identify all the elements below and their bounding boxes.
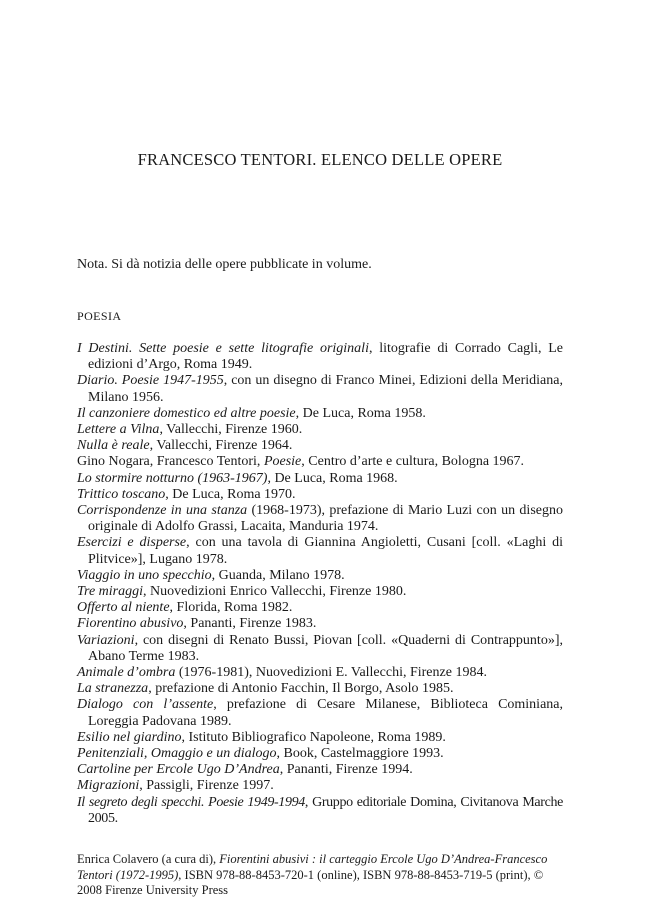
page-title: FRANCESCO TENTORI. ELENCO DELLE OPERE xyxy=(137,150,503,169)
list-item: Fiorentino abusivo, Pananti, Firenze 1983. xyxy=(77,616,317,632)
list-item: Il canzoniere domestico ed altre poesie, De Luca, Roma 1958. xyxy=(77,405,426,421)
list-item: Trittico toscano, De Luca, Roma 1970. xyxy=(77,486,296,502)
list-item: Diario. Poesie 1947-1955, con un disegno di Franco Minei, Edizioni della Meridiana, Milano 1956. xyxy=(77,373,563,405)
list-item: Dialogo con l’assente, prefazione di Cesare Milanese, Biblioteca Cominiana, Loreggia Padovana 1989. xyxy=(77,697,564,729)
list-item: Penitenziali, Omaggio e un dialogo, Book, Castelmaggiore 1993. xyxy=(77,746,444,762)
bibliography-list xyxy=(77,341,563,827)
list-item: Nulla è reale, Vallecchi, Firenze 1964. xyxy=(77,438,293,454)
editorial-note: Nota. Si dà notizia delle opere pubblicate in volume. xyxy=(77,257,372,272)
list-item: Lo stormire notturno (1963-1967), De Luca, Roma 1968. xyxy=(77,470,398,486)
list-item: Gino Nogara, Francesco Tentori, Poesie, Centro d’arte e cultura, Bologna 1967. xyxy=(77,454,525,470)
list-item: La stranezza, prefazione di Antonio Facchin, Il Borgo, Asolo 1985. xyxy=(77,681,454,697)
list-item: Migrazioni, Passigli, Firenze 1997. xyxy=(77,778,274,794)
list-item: Esilio nel giardino, Istituto Bibliografico Napoleone, Roma 1989. xyxy=(77,729,446,745)
section-heading-poesia: POESIA xyxy=(77,309,122,323)
citation-footer: Enrica Colavero (a cura di), Fiorentini abusivi : il carteggio Ercole Ugo D’Andrea-Francesco Tentori (1972-1995), ISBN 978-88-8453-720-1 (online), ISBN 978-88-8453-719-5 (print), © 2008 Firenze University Press xyxy=(77,852,548,898)
list-item: Cartoline per Ercole Ugo D’Andrea, Pananti, Firenze 1994. xyxy=(77,762,413,778)
list-item: Animale d’ombra (1976-1981), Nuovedizioni E. Vallecchi, Firenze 1984. xyxy=(77,665,487,681)
list-item: Esercizi e disperse, con una tavola di Giannina Angioletti, Cusani [coll. «Laghi di Plitvice»], Lugano 1978. xyxy=(77,535,563,567)
list-item: Variazioni, con disegni di Renato Bussi, Piovan [coll. «Quaderni di Contrappunto»], Abano Terme 1983. xyxy=(77,632,563,664)
list-item: Lettere a Vilna, Vallecchi, Firenze 1960. xyxy=(77,422,303,438)
list-item: Tre miraggi, Nuovedizioni Enrico Vallecchi, Firenze 1980. xyxy=(77,584,407,600)
list-item: Viaggio in uno specchio, Guanda, Milano 1978. xyxy=(77,567,345,583)
list-item: Corrispondenze in una stanza (1968-1973), prefazione di Mario Luzi con un disegno originale di Adolfo Grassi, Lacaita, Manduria 1974. xyxy=(77,503,563,535)
list-item: Offerto al niente, Florida, Roma 1982. xyxy=(77,600,293,616)
list-item: Il segreto degli specchi. Poesie 1949-1994, Gruppo editoriale Domina, Civitanova Marche 2005. xyxy=(77,794,563,826)
list-item: I Destini. Sette poesie e sette litografie originali, litografie di Corrado Cagli, Le edizioni d’Argo, Roma 1949. xyxy=(77,341,563,373)
